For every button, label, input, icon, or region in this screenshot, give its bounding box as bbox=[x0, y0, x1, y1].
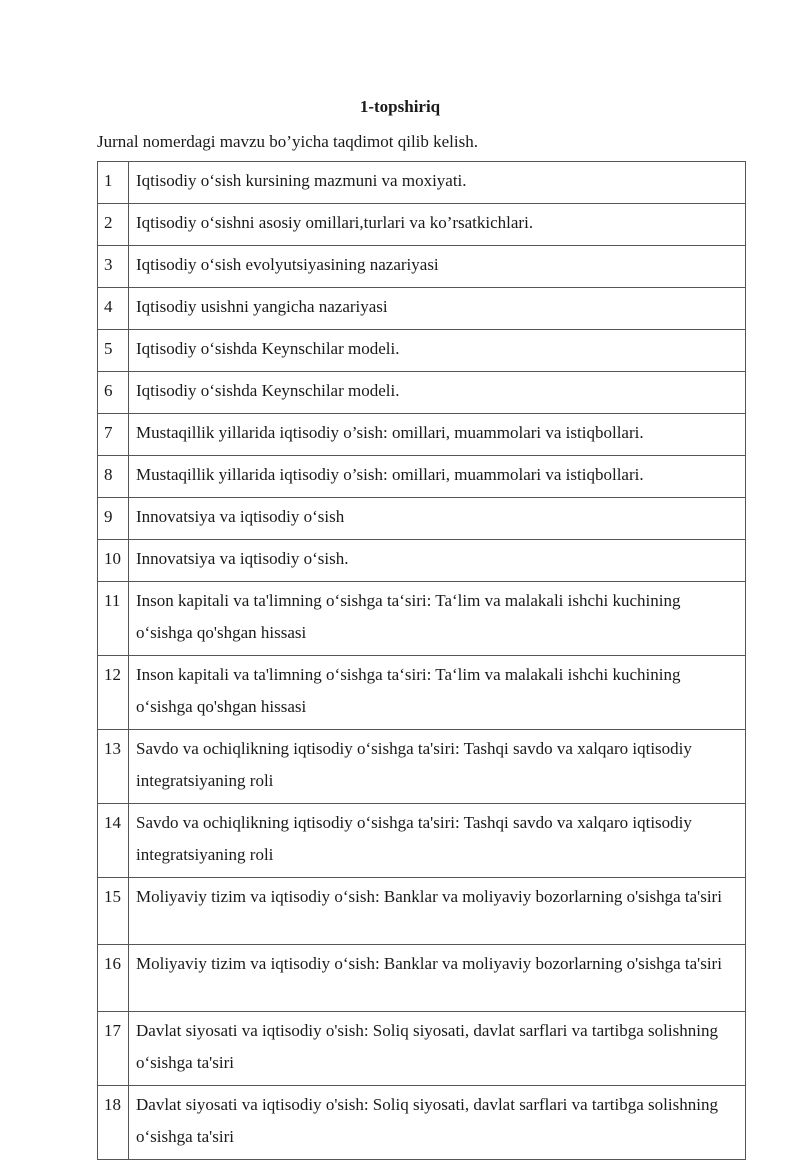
table-row bbox=[98, 1086, 746, 1160]
topic-number: 18 bbox=[98, 1086, 129, 1160]
topic-number: 14 bbox=[98, 804, 129, 878]
topic-text: Iqtisodiy o‘sishda Keynschilar modeli. bbox=[129, 330, 746, 372]
table-row bbox=[98, 498, 746, 540]
topic-text: Innovatsiya va iqtisodiy o‘sish. bbox=[129, 540, 746, 582]
topic-text: Mustaqillik yillarida iqtisodiy o’sish: omillari, muammolari va istiqbollari. bbox=[129, 456, 746, 498]
topic-text: Savdo va ochiqlikning iqtisodiy o‘sishga ta'siri: Tashqi savdo va xalqaro iqtisodiy integratsiyaning roli bbox=[129, 730, 746, 804]
topic-text: Mustaqillik yillarida iqtisodiy o’sish: omillari, muammolari va istiqbollari. bbox=[129, 414, 746, 456]
table-row bbox=[98, 162, 746, 204]
table-row bbox=[98, 372, 746, 414]
table-row bbox=[98, 330, 746, 372]
table-row bbox=[98, 204, 746, 246]
topic-number: 11 bbox=[98, 582, 129, 656]
topic-number: 7 bbox=[98, 414, 129, 456]
table-row bbox=[98, 730, 746, 804]
table-row bbox=[98, 878, 746, 945]
topic-number: 9 bbox=[98, 498, 129, 540]
table-row bbox=[98, 414, 746, 456]
topic-text: Savdo va ochiqlikning iqtisodiy o‘sishga ta'siri: Tashqi savdo va xalqaro iqtisodiy integratsiyaning roli bbox=[129, 804, 746, 878]
table-row bbox=[98, 656, 746, 730]
topic-number: 17 bbox=[98, 1012, 129, 1086]
table-row bbox=[98, 804, 746, 878]
table-row bbox=[98, 945, 746, 1012]
topic-number: 10 bbox=[98, 540, 129, 582]
topic-text: Iqtisodiy o‘sish evolyutsiyasining nazariyasi bbox=[129, 246, 746, 288]
topic-text: Inson kapitali va ta'limning o‘sishga ta‘siri: Ta‘lim va malakali ishchi kuchining o‘sishga qo'shgan hissasi bbox=[129, 582, 746, 656]
topic-number: 5 bbox=[98, 330, 129, 372]
topics-table bbox=[97, 161, 746, 1160]
table-row bbox=[98, 582, 746, 656]
topic-text: Iqtisodiy o‘sishni asosiy omillari,turlari va ko’rsatkichlari. bbox=[129, 204, 746, 246]
topic-text: Iqtisodiy o‘sish kursining mazmuni va moxiyati. bbox=[129, 162, 746, 204]
topic-text: Inson kapitali va ta'limning o‘sishga ta‘siri: Ta‘lim va malakali ishchi kuchining o‘sishga qo'shgan hissasi bbox=[129, 656, 746, 730]
page-title: 1-topshiriq bbox=[359, 97, 441, 116]
topic-number: 12 bbox=[98, 656, 129, 730]
topic-number: 6 bbox=[98, 372, 129, 414]
topic-number: 1 bbox=[98, 162, 129, 204]
topic-number: 16 bbox=[98, 945, 129, 1012]
topic-number: 8 bbox=[98, 456, 129, 498]
assignment-instruction: Jurnal nomerdagi mavzu bo’yicha taqdimot qilib kelish. bbox=[97, 132, 478, 151]
topic-text: Moliyaviy tizim va iqtisodiy o‘sish: Banklar va moliyaviy bozorlarning o'sishga ta'siri bbox=[129, 878, 746, 945]
table-row bbox=[98, 1012, 746, 1086]
table-row bbox=[98, 246, 746, 288]
topic-text: Moliyaviy tizim va iqtisodiy o‘sish: Banklar va moliyaviy bozorlarning o'sishga ta'siri bbox=[129, 945, 746, 1012]
topic-text: Davlat siyosati va iqtisodiy o'sish: Soliq siyosati, davlat sarflari va tartibga solishning o‘sishga ta'siri bbox=[129, 1012, 746, 1086]
topic-text: Iqtisodiy o‘sishda Keynschilar modeli. bbox=[129, 372, 746, 414]
table-row bbox=[98, 540, 746, 582]
table-row bbox=[98, 288, 746, 330]
topic-number: 15 bbox=[98, 878, 129, 945]
table-row bbox=[98, 456, 746, 498]
topic-text: Iqtisodiy usishni yangicha nazariyasi bbox=[129, 288, 746, 330]
topic-number: 4 bbox=[98, 288, 129, 330]
topic-text: Davlat siyosati va iqtisodiy o'sish: Soliq siyosati, davlat sarflari va tartibga solishning o‘sishga ta'siri bbox=[129, 1086, 746, 1160]
topic-number: 3 bbox=[98, 246, 129, 288]
topic-number: 13 bbox=[98, 730, 129, 804]
topic-text: Innovatsiya va iqtisodiy o‘sish bbox=[129, 498, 746, 540]
topic-number: 2 bbox=[98, 204, 129, 246]
